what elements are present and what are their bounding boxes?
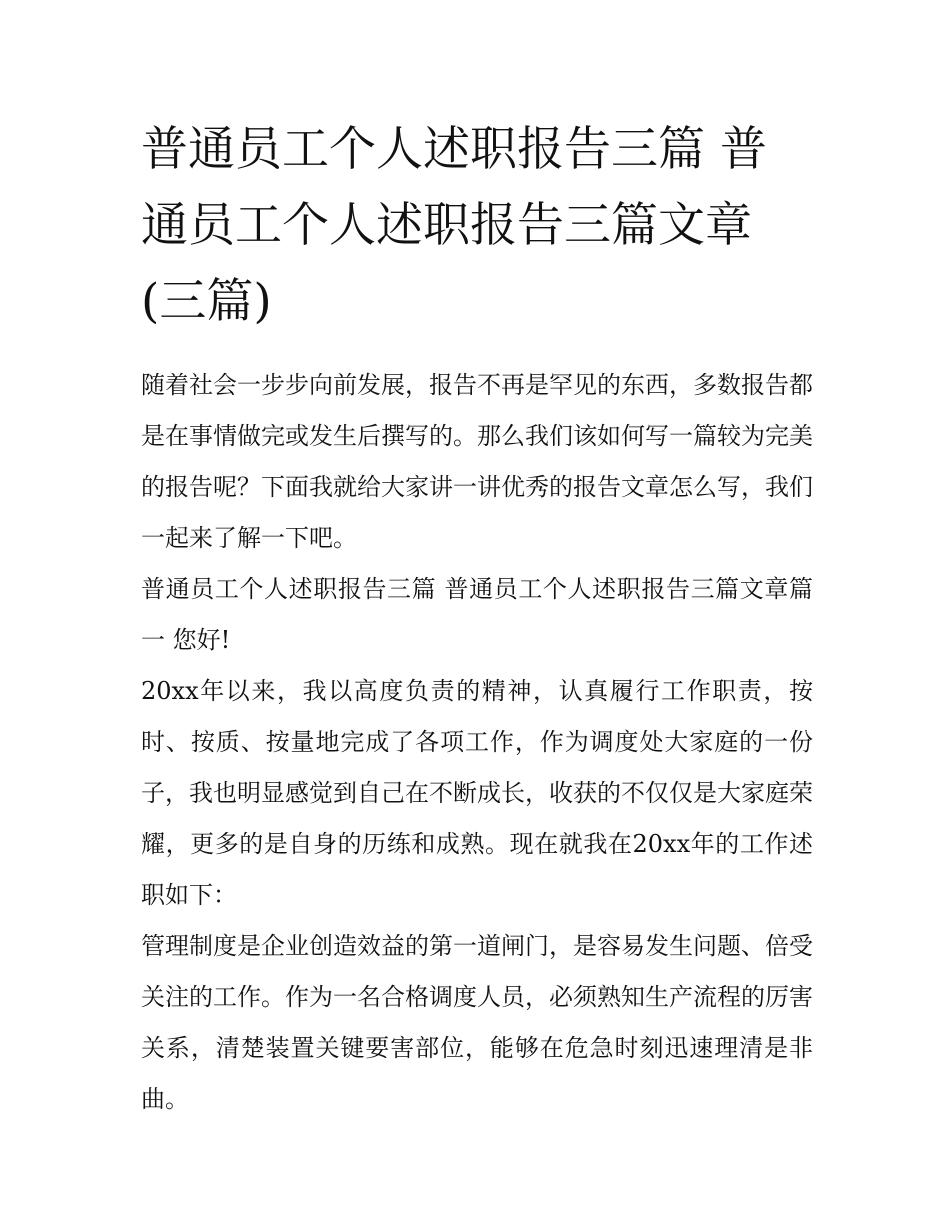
paragraph-intro: 随着社会一步步向前发展，报告不再是罕见的东西，多数报告都是在事情做完或发生后撰写的。那么我们该如何写一篇较为完美的报告呢？下面我就给大家讲一讲优秀的报告文章怎么写，我们一起来了解一下吧。 — [141, 371, 813, 552]
paragraph-heading-greeting: 普通员工个人述职报告三篇 普通员工个人述职报告三篇文章篇一 您好! — [141, 575, 813, 654]
paragraph-management: 管理制度是企业创造效益的第一道闸门，是容易发生问题、倍受关注的工作。作为一名合格调度人员，必须熟知生产流程的厉害关系，清楚装置关键要害部位，能够在危急时刻迅速理清是非曲。 — [141, 932, 813, 1113]
document-title: 普通员工个人述职报告三篇 普通员工个人述职报告三篇文章(三篇) — [141, 122, 767, 329]
paragraph-summary: 20xx年以来，我以高度负责的精神，认真履行工作职责，按时、按质、按量地完成了各项工作，作为调度处大家庭的一份子，我也明显感觉到自己在不断成长，收获的不仅仅是大家庭荣耀，更多的是自身的历练和成熟。现在就我在20xx年的工作述职如下： — [141, 677, 813, 909]
document-body — [141, 112, 813, 1125]
